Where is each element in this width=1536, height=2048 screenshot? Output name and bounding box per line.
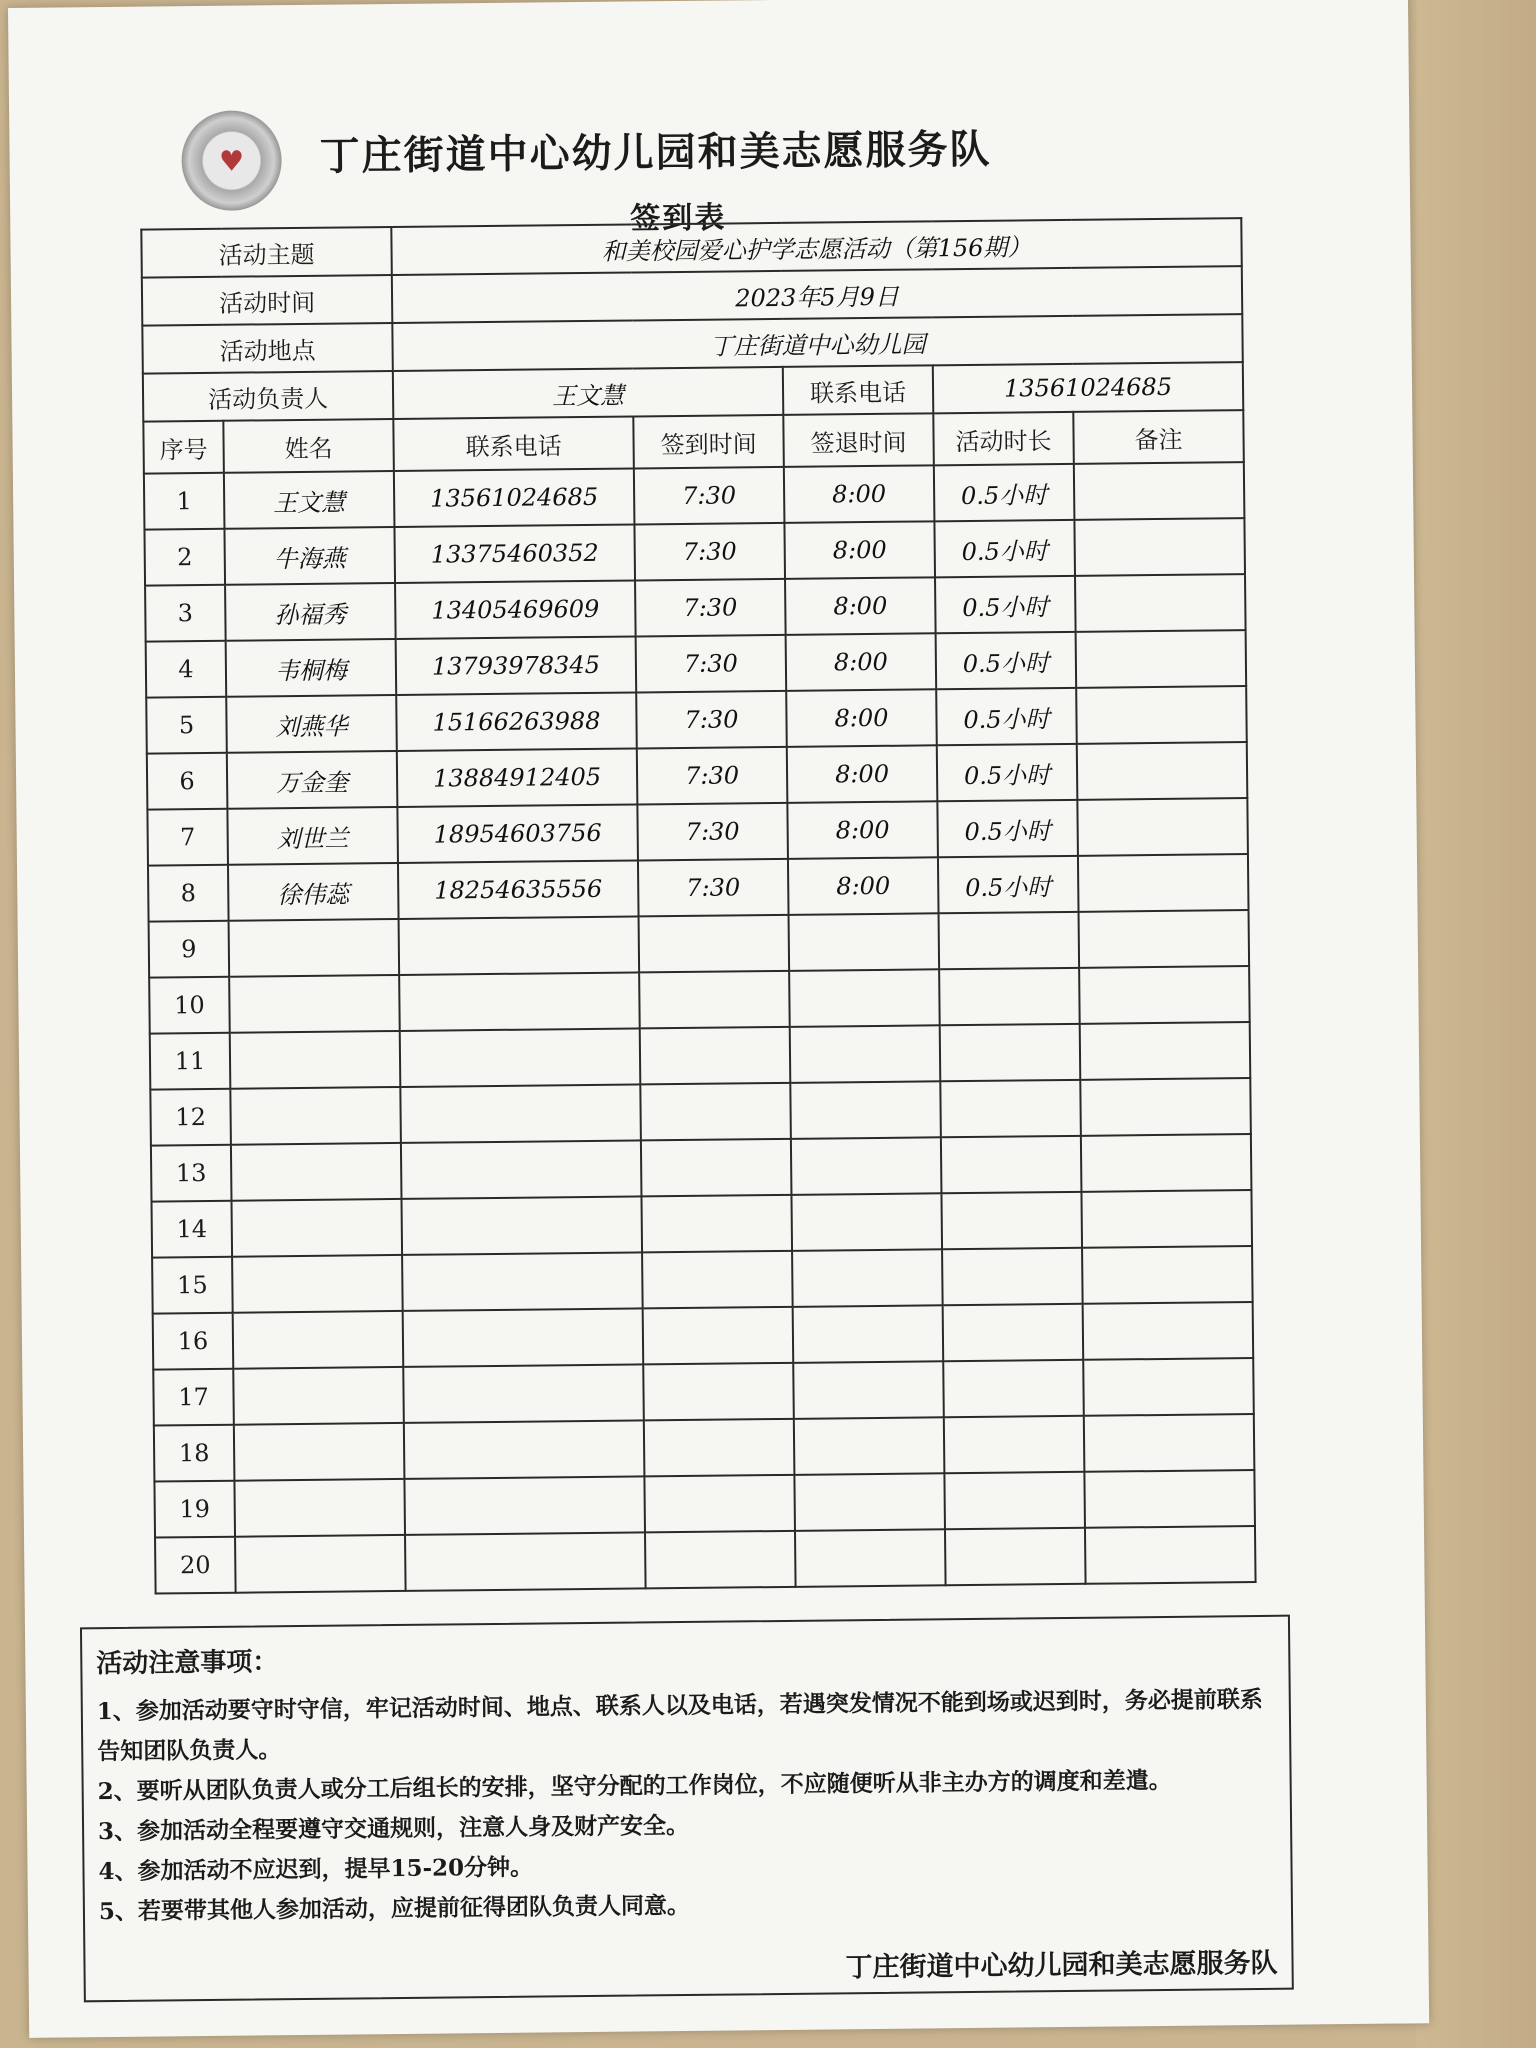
row-remarks bbox=[1077, 798, 1248, 856]
row-phone bbox=[404, 1476, 645, 1535]
row-sign-out bbox=[793, 1305, 944, 1363]
col-header-remarks: 备注 bbox=[1073, 410, 1244, 464]
sheet-subtitle: 签到表 bbox=[630, 200, 727, 237]
row-sign-in: 7:30 bbox=[634, 523, 785, 581]
row-duration: 0.5小时 bbox=[938, 856, 1079, 913]
row-sign-out bbox=[789, 913, 940, 971]
row-sign-in bbox=[640, 1027, 791, 1085]
row-phone bbox=[404, 1420, 645, 1479]
row-duration: 0.5小时 bbox=[936, 688, 1077, 745]
row-remarks bbox=[1074, 518, 1245, 576]
theme-label: 活动主题 bbox=[141, 227, 391, 278]
row-sign-in bbox=[642, 1251, 793, 1309]
row-duration: 0.5小时 bbox=[935, 576, 1076, 633]
row-phone: 13405469609 bbox=[395, 580, 636, 639]
row-number: 5 bbox=[146, 697, 227, 754]
row-number: 6 bbox=[147, 753, 228, 810]
row-sign-out bbox=[791, 1137, 942, 1195]
row-duration bbox=[944, 1472, 1085, 1529]
row-sign-out: 8:00 bbox=[788, 857, 939, 915]
row-sign-in bbox=[641, 1139, 792, 1197]
row-number: 12 bbox=[150, 1089, 231, 1146]
row-name: 王文慧 bbox=[224, 471, 395, 529]
row-remarks bbox=[1078, 854, 1249, 912]
row-remarks bbox=[1077, 742, 1248, 800]
row-duration bbox=[943, 1360, 1084, 1417]
row-name bbox=[230, 1031, 401, 1089]
row-sign-out: 8:00 bbox=[786, 689, 937, 747]
row-sign-in bbox=[645, 1531, 796, 1589]
row-phone bbox=[402, 1252, 643, 1311]
place-label: 活动地点 bbox=[142, 323, 392, 374]
row-sign-in bbox=[641, 1195, 792, 1253]
row-number: 7 bbox=[147, 809, 228, 866]
row-phone bbox=[400, 1084, 641, 1143]
row-number: 9 bbox=[149, 921, 230, 978]
row-phone: 18254635556 bbox=[398, 860, 639, 919]
note-item-2: 2、要听从团队负责人或分工后组长的安排，坚守分配的工作岗位，不应随便听从非主办方的调度和差遣。 bbox=[97, 1766, 1172, 1806]
row-sign-in bbox=[643, 1363, 794, 1421]
theme-value: 和美校园爱心护学志愿活动（第156期） bbox=[391, 218, 1241, 275]
row-name bbox=[230, 1087, 401, 1145]
row-name: 韦桐梅 bbox=[226, 639, 397, 697]
row-phone bbox=[399, 972, 640, 1031]
row-sign-in bbox=[643, 1307, 794, 1365]
row-remarks bbox=[1075, 574, 1246, 632]
row-number: 1 bbox=[144, 473, 225, 530]
row-name bbox=[234, 1423, 405, 1481]
row-number: 4 bbox=[146, 641, 227, 698]
row-duration: 0.5小时 bbox=[934, 464, 1075, 521]
row-sign-out bbox=[790, 1025, 941, 1083]
col-header-sign-in: 签到时间 bbox=[633, 415, 784, 469]
row-remarks bbox=[1076, 630, 1247, 688]
row-sign-out bbox=[792, 1249, 943, 1307]
org-title: 丁庄街道中心幼儿园和美志愿服务队 bbox=[319, 125, 992, 180]
col-header-duration: 活动时长 bbox=[933, 412, 1074, 465]
row-remarks bbox=[1083, 1358, 1254, 1416]
row-name: 刘世兰 bbox=[227, 807, 398, 865]
row-sign-in: 7:30 bbox=[634, 467, 785, 525]
row-duration bbox=[943, 1304, 1084, 1361]
row-duration bbox=[940, 1080, 1081, 1137]
row-duration bbox=[941, 1136, 1082, 1193]
row-remarks bbox=[1079, 910, 1250, 968]
row-phone bbox=[401, 1196, 642, 1255]
row-phone: 15166263988 bbox=[396, 692, 637, 751]
note-item-4: 4、参加活动不应迟到，提早15-20分钟。 bbox=[98, 1853, 534, 1886]
row-duration: 0.5小时 bbox=[937, 800, 1078, 857]
row-sign-out bbox=[794, 1417, 945, 1475]
row-name bbox=[232, 1255, 403, 1313]
wooden-table-background bbox=[1416, 0, 1536, 2048]
sign-in-sheet-paper bbox=[8, 0, 1429, 2038]
row-phone bbox=[403, 1364, 644, 1423]
row-number: 15 bbox=[152, 1257, 233, 1314]
row-remarks bbox=[1081, 1134, 1252, 1192]
row-duration bbox=[939, 912, 1080, 969]
row-name bbox=[234, 1479, 405, 1537]
row-sign-in: 7:30 bbox=[636, 691, 787, 749]
note-item-5: 5、若要带其他人参加活动，应提前征得团队负责人同意。 bbox=[98, 1891, 691, 1926]
row-number: 10 bbox=[149, 977, 230, 1034]
row-name: 万金奎 bbox=[227, 751, 398, 809]
notes-section bbox=[80, 1615, 1294, 2003]
row-number: 2 bbox=[144, 529, 225, 586]
row-number: 8 bbox=[148, 865, 229, 922]
row-name bbox=[232, 1199, 403, 1257]
row-phone bbox=[405, 1532, 646, 1591]
row-name bbox=[233, 1367, 404, 1425]
row-duration: 0.5小时 bbox=[936, 632, 1077, 689]
row-phone: 13561024685 bbox=[394, 468, 635, 527]
row-remarks bbox=[1076, 686, 1247, 744]
row-number: 3 bbox=[145, 585, 226, 642]
row-sign-out: 8:00 bbox=[787, 801, 938, 859]
note-item-3: 3、参加活动全程要遵守交通规则，注意人身及财产安全。 bbox=[97, 1811, 690, 1846]
row-sign-in bbox=[639, 915, 790, 973]
row-sign-out: 8:00 bbox=[784, 521, 935, 579]
row-sign-out bbox=[793, 1361, 944, 1419]
row-sign-out bbox=[794, 1473, 945, 1531]
row-sign-in: 7:30 bbox=[635, 579, 786, 637]
row-sign-out: 8:00 bbox=[786, 633, 937, 691]
note-item-1: 1、参加活动要守时守信，牢记活动时间、地点、联系人以及电话，若遇突发情况不能到场或迟到时，务必提前联系告知团队负责人。 bbox=[96, 1685, 1263, 1766]
col-header-name: 姓名 bbox=[223, 419, 394, 473]
row-phone bbox=[399, 916, 640, 975]
col-header-no: 序号 bbox=[143, 421, 224, 474]
row-name: 孙福秀 bbox=[225, 583, 396, 641]
row-remarks bbox=[1080, 1022, 1251, 1080]
row-number: 19 bbox=[154, 1481, 235, 1538]
sign-in-table bbox=[140, 217, 1256, 1594]
row-remarks bbox=[1085, 1526, 1256, 1584]
row-duration bbox=[941, 1192, 1082, 1249]
row-phone: 13884912405 bbox=[397, 748, 638, 807]
row-name: 牛海燕 bbox=[224, 527, 395, 585]
row-name bbox=[231, 1143, 402, 1201]
time-label: 活动时间 bbox=[142, 275, 392, 326]
footer-org-name: 丁庄街道中心幼儿园和美志愿服务队 bbox=[845, 1947, 1278, 1984]
row-name bbox=[233, 1311, 404, 1369]
row-sign-in bbox=[639, 971, 790, 1029]
row-remarks bbox=[1080, 1078, 1251, 1136]
row-sign-in: 7:30 bbox=[637, 803, 788, 861]
row-number: 14 bbox=[152, 1201, 233, 1258]
row-name: 刘燕华 bbox=[226, 695, 397, 753]
table-row bbox=[155, 1526, 1256, 1594]
row-number: 13 bbox=[151, 1145, 232, 1202]
row-number: 16 bbox=[153, 1313, 234, 1370]
time-value: 2023年5月9日 bbox=[392, 266, 1242, 323]
row-remarks bbox=[1074, 462, 1245, 520]
row-number: 18 bbox=[154, 1425, 235, 1482]
row-sign-in: 7:30 bbox=[637, 747, 788, 805]
row-name: 徐伟蕊 bbox=[228, 863, 399, 921]
leader-value: 王文慧 bbox=[393, 367, 783, 419]
row-duration bbox=[942, 1248, 1083, 1305]
col-header-sign-out: 签退时间 bbox=[783, 413, 934, 467]
row-sign-out bbox=[795, 1529, 946, 1587]
row-number: 20 bbox=[155, 1537, 236, 1594]
row-sign-in: 7:30 bbox=[638, 859, 789, 917]
row-sign-out: 8:00 bbox=[787, 745, 938, 803]
row-remarks bbox=[1081, 1190, 1252, 1248]
row-phone bbox=[400, 1028, 641, 1087]
row-name bbox=[229, 975, 400, 1033]
row-sign-in bbox=[640, 1083, 791, 1141]
row-sign-out: 8:00 bbox=[785, 577, 936, 635]
row-name bbox=[229, 919, 400, 977]
row-remarks bbox=[1084, 1414, 1255, 1472]
row-phone bbox=[403, 1308, 644, 1367]
volunteer-team-logo bbox=[181, 110, 282, 211]
row-phone: 13793978345 bbox=[396, 636, 637, 695]
row-remarks bbox=[1082, 1246, 1253, 1304]
row-phone: 18954603756 bbox=[397, 804, 638, 863]
row-phone bbox=[401, 1140, 642, 1199]
row-sign-out: 8:00 bbox=[784, 465, 935, 523]
leader-label: 活动负责人 bbox=[143, 371, 393, 422]
row-name bbox=[235, 1535, 406, 1593]
leader-phone-label: 联系电话 bbox=[783, 365, 933, 415]
row-remarks bbox=[1079, 966, 1250, 1024]
col-header-phone: 联系电话 bbox=[393, 416, 634, 471]
row-sign-in bbox=[644, 1475, 795, 1533]
row-duration bbox=[944, 1416, 1085, 1473]
row-remarks bbox=[1083, 1302, 1254, 1360]
row-sign-out bbox=[790, 1081, 941, 1139]
heart-icon: ♥ bbox=[218, 144, 245, 178]
row-remarks bbox=[1084, 1470, 1255, 1528]
row-sign-out bbox=[791, 1193, 942, 1251]
row-number: 17 bbox=[153, 1369, 234, 1426]
notes-title: 活动注意事项： bbox=[96, 1647, 279, 1680]
row-sign-out bbox=[789, 969, 940, 1027]
row-duration bbox=[940, 1024, 1081, 1081]
row-number: 11 bbox=[150, 1033, 231, 1090]
row-sign-in: 7:30 bbox=[636, 635, 787, 693]
place-value: 丁庄街道中心幼儿园 bbox=[392, 314, 1242, 371]
row-duration bbox=[945, 1528, 1086, 1585]
row-sign-in bbox=[644, 1419, 795, 1477]
row-duration: 0.5小时 bbox=[934, 520, 1075, 577]
row-phone: 13375460352 bbox=[394, 524, 635, 583]
row-duration: 0.5小时 bbox=[937, 744, 1078, 801]
sign-in-rows bbox=[144, 462, 1256, 1593]
row-duration bbox=[939, 968, 1080, 1025]
leader-phone-value: 13561024685 bbox=[933, 362, 1244, 413]
